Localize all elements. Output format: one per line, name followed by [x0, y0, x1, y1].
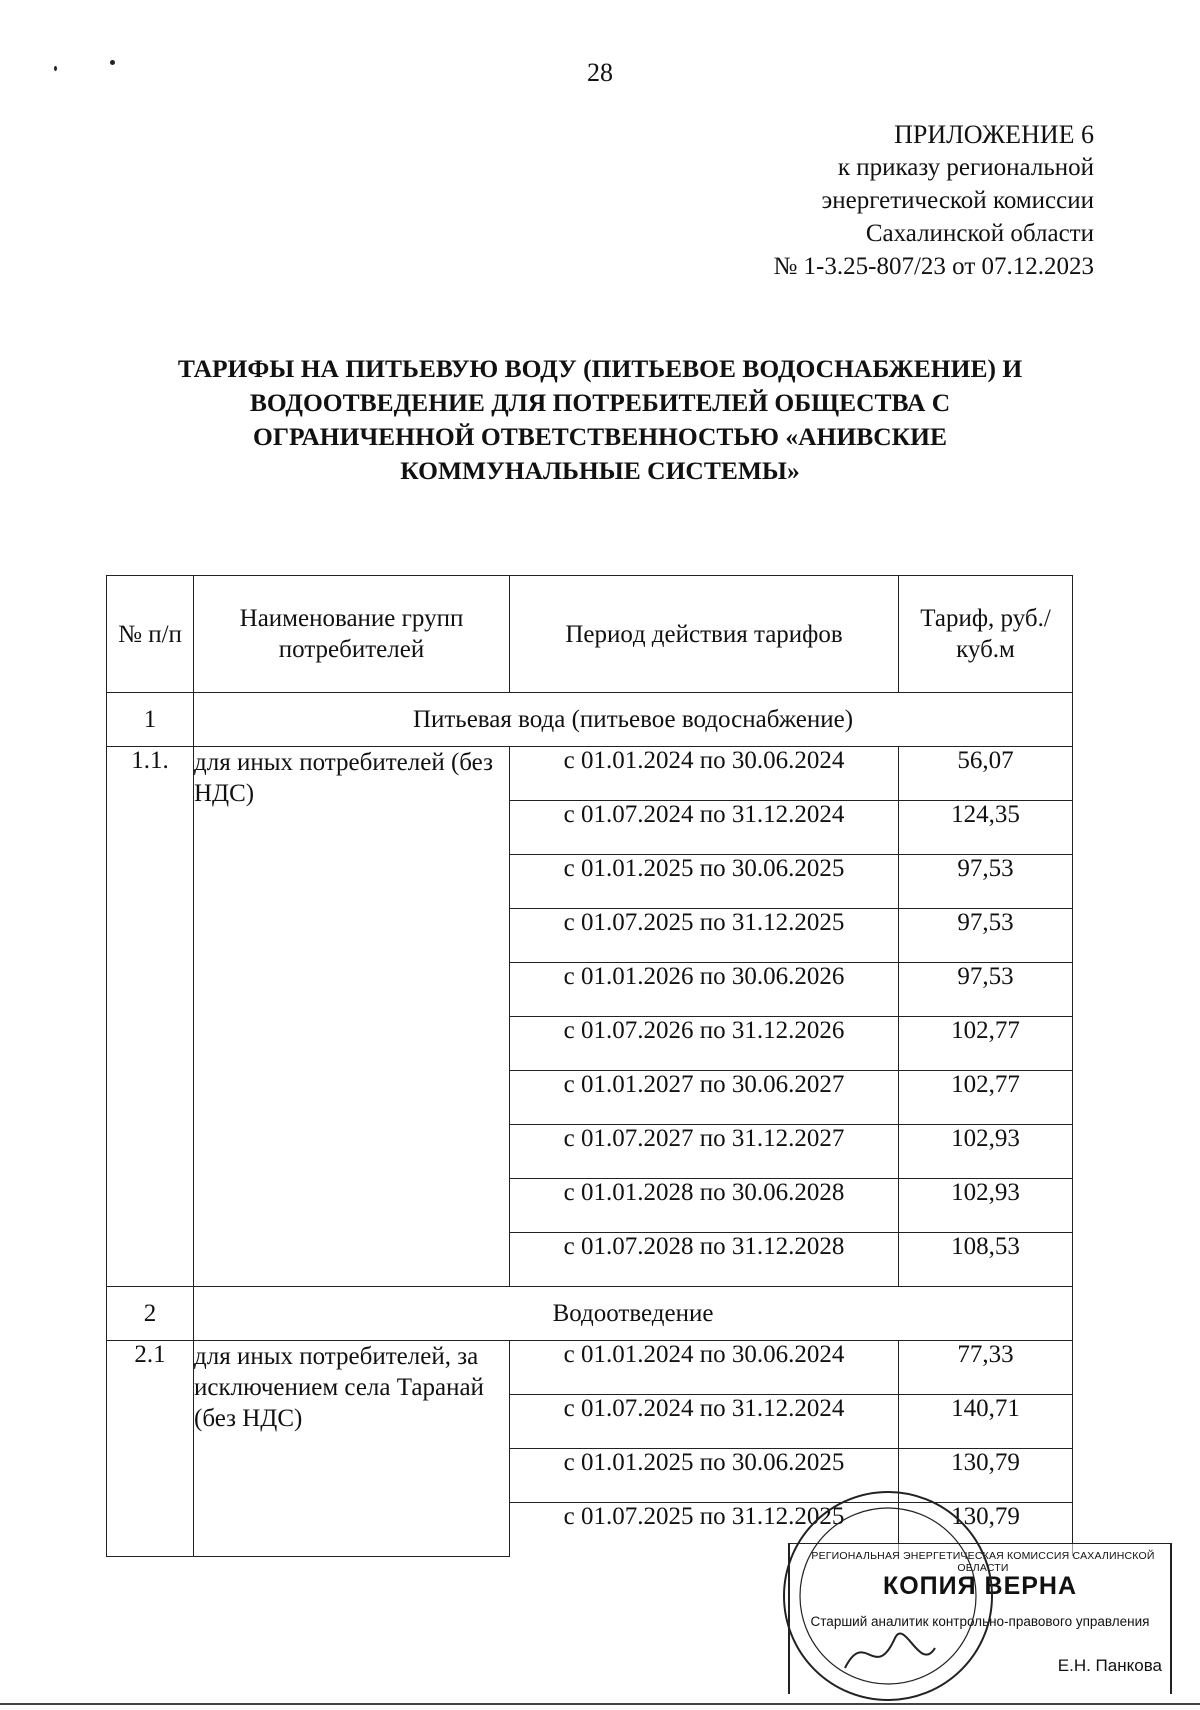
tariff-cell: 77,33	[899, 1341, 1073, 1395]
tariff-cell: 102,93	[899, 1179, 1073, 1233]
period-cell: с 01.01.2024 по 30.06.2024	[510, 747, 899, 801]
stamp-copy-text: КОПИЯ ВЕРНА	[882, 1572, 1078, 1600]
period-cell: с 01.01.2028 по 30.06.2028	[510, 1179, 899, 1233]
period-cell: с 01.01.2024 по 30.06.2024	[510, 1341, 899, 1395]
tariff-cell: 102,77	[899, 1071, 1073, 1125]
tariff-cell: 124,35	[899, 801, 1073, 855]
tariff-cell: 56,07	[899, 747, 1073, 801]
scan-speck	[54, 66, 57, 71]
consumer-group: для иных потребителей (без НДС)	[194, 747, 510, 1287]
period-cell: с 01.01.2025 по 30.06.2025	[510, 855, 899, 909]
tariff-table	[106, 575, 1073, 1557]
certification-stamp	[770, 1478, 1190, 1710]
document-title-line: ОГРАНИЧЕННОЙ ОТВЕТСТВЕННОСТЬЮ «АНИВСКИЕ	[253, 422, 947, 451]
section-num: 1	[107, 693, 194, 747]
section1-body	[107, 747, 1073, 1287]
tariff-cell: 130,79	[899, 1449, 1073, 1503]
tariff-cell: 97,53	[899, 909, 1073, 963]
tariff-cell: 102,77	[899, 1017, 1073, 1071]
document-title-line: ВОДООТВЕДЕНИЕ ДЛЯ ПОТРЕБИТЕЛЕЙ ОБЩЕСТВА С	[249, 388, 951, 417]
period-cell: с 01.07.2026 по 31.12.2026	[510, 1017, 899, 1071]
header-num: № п/п	[107, 576, 194, 693]
appendix-order-number: № 1-3.25-807/23 от 07.12.2023	[773, 253, 1094, 280]
page-number: 28	[587, 58, 613, 87]
period-cell: с 01.07.2025 по 31.12.2025	[510, 909, 899, 963]
document-title-line: ТАРИФЫ НА ПИТЬЕВУЮ ВОДУ (ПИТЬЕВОЕ ВОДОСНАБЖЕНИЕ) И	[177, 354, 1023, 383]
appendix-line: Сахалинской области	[865, 220, 1094, 247]
signature-icon	[845, 1634, 935, 1668]
tariff-cell: 97,53	[899, 963, 1073, 1017]
tariff-cell: 108,53	[899, 1233, 1073, 1287]
scan-speck	[110, 60, 115, 65]
appendix-header	[773, 118, 1094, 283]
group-num: 2.1	[107, 1341, 194, 1557]
stamp-role: Старший аналитик контрольно-правового управления	[810, 1614, 1150, 1629]
period-cell: с 01.01.2026 по 30.06.2026	[510, 963, 899, 1017]
section-num: 2	[107, 1287, 194, 1341]
stamp-organization: РЕГИОНАЛЬНАЯ ЭНЕРГЕТИЧЕСКАЯ КОМИССИЯ САХАЛИНСКОЙ ОБЛАСТИ	[811, 1550, 1155, 1574]
tariff-cell: 97,53	[899, 855, 1073, 909]
appendix-line: энергетической комиссии	[821, 187, 1094, 214]
header-period: Периoд действия тарифов	[510, 576, 899, 693]
table-row	[107, 747, 1073, 801]
header-tariff: Тариф, руб./куб.м	[899, 576, 1073, 693]
period-cell: с 01.01.2027 по 30.06.2027	[510, 1071, 899, 1125]
appendix-title: ПРИЛОЖЕНИЕ 6	[894, 120, 1094, 149]
round-seal-icon	[770, 1478, 1000, 1710]
document-title	[100, 352, 1100, 488]
document-title-line: КОММУНАЛЬНЫЕ СИСТЕМЫ»	[400, 456, 800, 485]
section-row	[107, 1287, 1073, 1341]
appendix-line: к приказу региональной	[837, 154, 1094, 181]
section-title: Водоотведение	[194, 1287, 1073, 1341]
period-cell: с 01.01.2025 по 30.06.2025	[510, 1449, 899, 1503]
tariff-cell: 102,93	[899, 1125, 1073, 1179]
tariff-cell: 130,79	[899, 1503, 1073, 1557]
table-header-row	[107, 576, 1073, 693]
period-cell: с 01.07.2024 по 31.12.2024	[510, 801, 899, 855]
period-cell: с 01.07.2024 по 31.12.2024	[510, 1395, 899, 1449]
table-row	[107, 1341, 1073, 1395]
tariff-cell: 140,71	[899, 1395, 1073, 1449]
section-title: Питьевая вода (питьевое водоснабжение)	[194, 693, 1073, 747]
section-row	[107, 693, 1073, 747]
period-cell: с 01.07.2025 по 31.12.2025	[510, 1503, 899, 1557]
stamp-signatory-name: Е.Н. Панкова	[1057, 1656, 1162, 1675]
consumer-group: для иных потребителей, за исключением села Таранай (без НДС)	[194, 1341, 510, 1557]
period-cell: с 01.07.2027 по 31.12.2027	[510, 1125, 899, 1179]
scan-edge-line	[0, 1703, 1200, 1705]
group-num: 1.1.	[107, 747, 194, 1287]
period-cell: с 01.07.2028 по 31.12.2028	[510, 1233, 899, 1287]
header-group: Наименование групп потребителей	[194, 576, 510, 693]
